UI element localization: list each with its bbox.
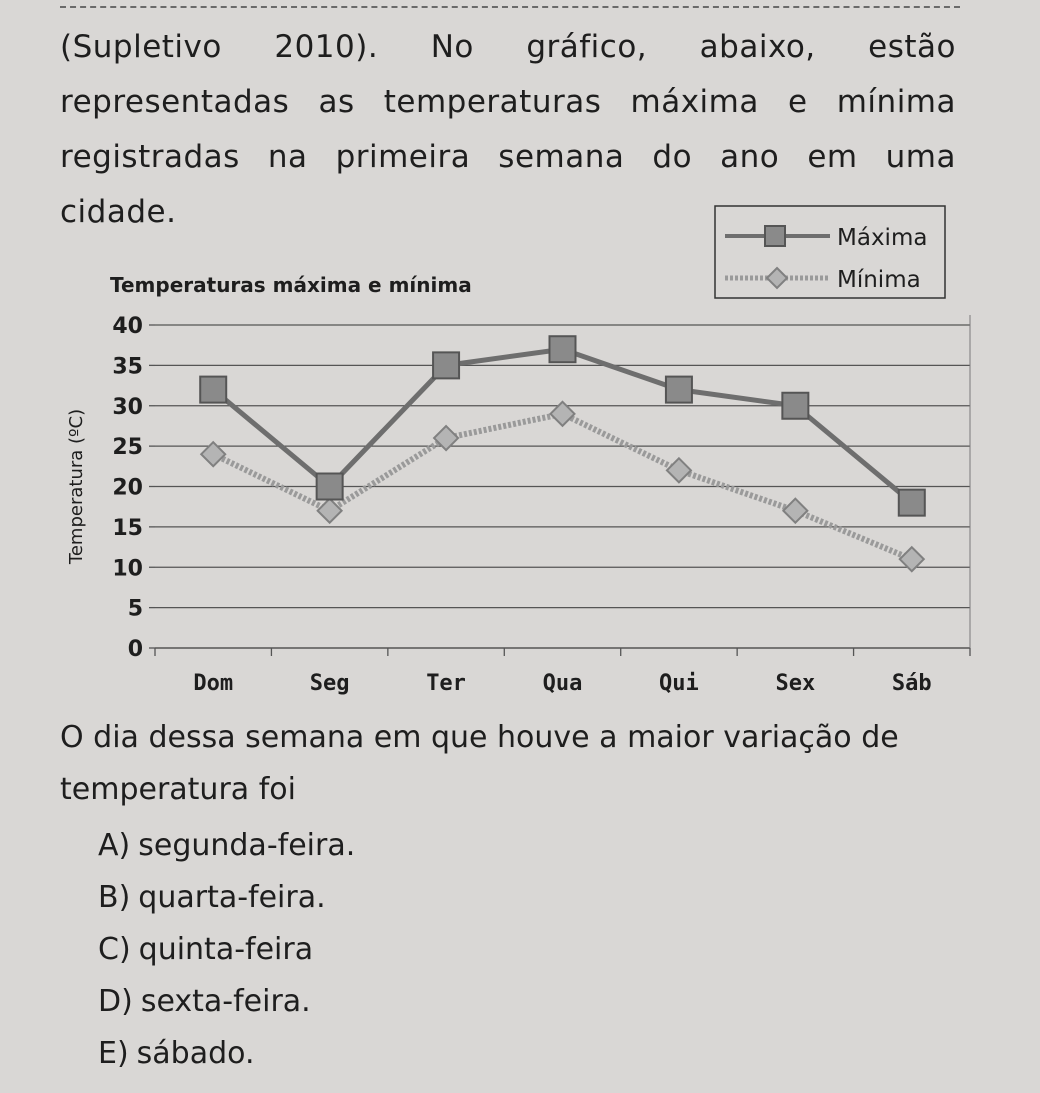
option-b[interactable] <box>98 872 898 924</box>
chart-title: Temperaturas máxima e mínima <box>110 273 472 297</box>
y-tick-label: 5 <box>127 596 143 622</box>
y-tick-label: 10 <box>112 556 143 582</box>
option-letter: A) <box>98 828 131 863</box>
point-maxima-Seg <box>317 474 343 500</box>
question-stem-text: O dia dessa semana em que houve a maior variação de temperatura foi <box>60 720 899 807</box>
option-letter: D) <box>98 984 133 1019</box>
x-tick-label: Sáb <box>891 671 932 696</box>
chart-svg <box>50 200 990 700</box>
y-tick-label: 20 <box>112 475 143 501</box>
y-tick-label: 25 <box>112 435 143 461</box>
point-maxima-Sáb <box>899 490 925 516</box>
legend-label-minima: Mínima <box>837 267 921 293</box>
top-dashed-rule <box>60 6 960 8</box>
option-letter: E) <box>98 1036 129 1071</box>
option-c[interactable] <box>98 924 898 976</box>
point-maxima-Sex <box>782 393 808 419</box>
y-tick-label: 40 <box>112 314 143 339</box>
option-text: quinta-feira <box>138 932 314 967</box>
y-tick-label: 30 <box>112 394 143 420</box>
option-text: sábado. <box>136 1036 255 1071</box>
point-minima-Sex <box>783 499 807 523</box>
point-maxima-Qua <box>550 336 576 362</box>
option-a[interactable] <box>98 820 898 872</box>
option-d[interactable] <box>98 976 898 1028</box>
option-text: sexta-feira. <box>140 984 311 1019</box>
x-tick-label: Qui <box>659 671 699 696</box>
y-tick-label: 15 <box>112 515 143 541</box>
x-tick-label: Dom <box>193 671 234 696</box>
answer-options <box>98 820 898 1080</box>
question-intro-text: (Supletivo 2010). No gráfico, abaixo, estão representadas as temperaturas máxima e mínima registradas na primeira semana do ano em uma cidade. <box>60 29 956 230</box>
option-text: quarta-feira. <box>138 880 326 915</box>
point-minima-Qui <box>667 458 691 482</box>
y-tick-label: 35 <box>112 354 143 380</box>
option-text: segunda-feira. <box>138 828 356 863</box>
question-stem <box>60 712 1000 816</box>
y-axis-label: Temperatura (ºC) <box>66 408 87 565</box>
point-maxima-Ter <box>433 352 459 378</box>
point-maxima-Qui <box>666 377 692 403</box>
x-tick-label: Qua <box>542 671 583 696</box>
legend-marker-minima <box>767 268 787 288</box>
x-tick-label: Sex <box>775 671 816 696</box>
option-letter: B) <box>98 880 131 915</box>
option-letter: C) <box>98 932 131 967</box>
legend-label-maxima: Máxima <box>837 225 928 251</box>
x-tick-label: Ter <box>426 671 466 696</box>
temperature-chart <box>50 200 990 700</box>
legend-marker-maxima <box>765 226 785 246</box>
x-tick-label: Seg <box>309 671 350 696</box>
option-e[interactable] <box>98 1028 898 1080</box>
y-tick-label: 0 <box>127 637 143 662</box>
point-maxima-Dom <box>200 377 226 403</box>
